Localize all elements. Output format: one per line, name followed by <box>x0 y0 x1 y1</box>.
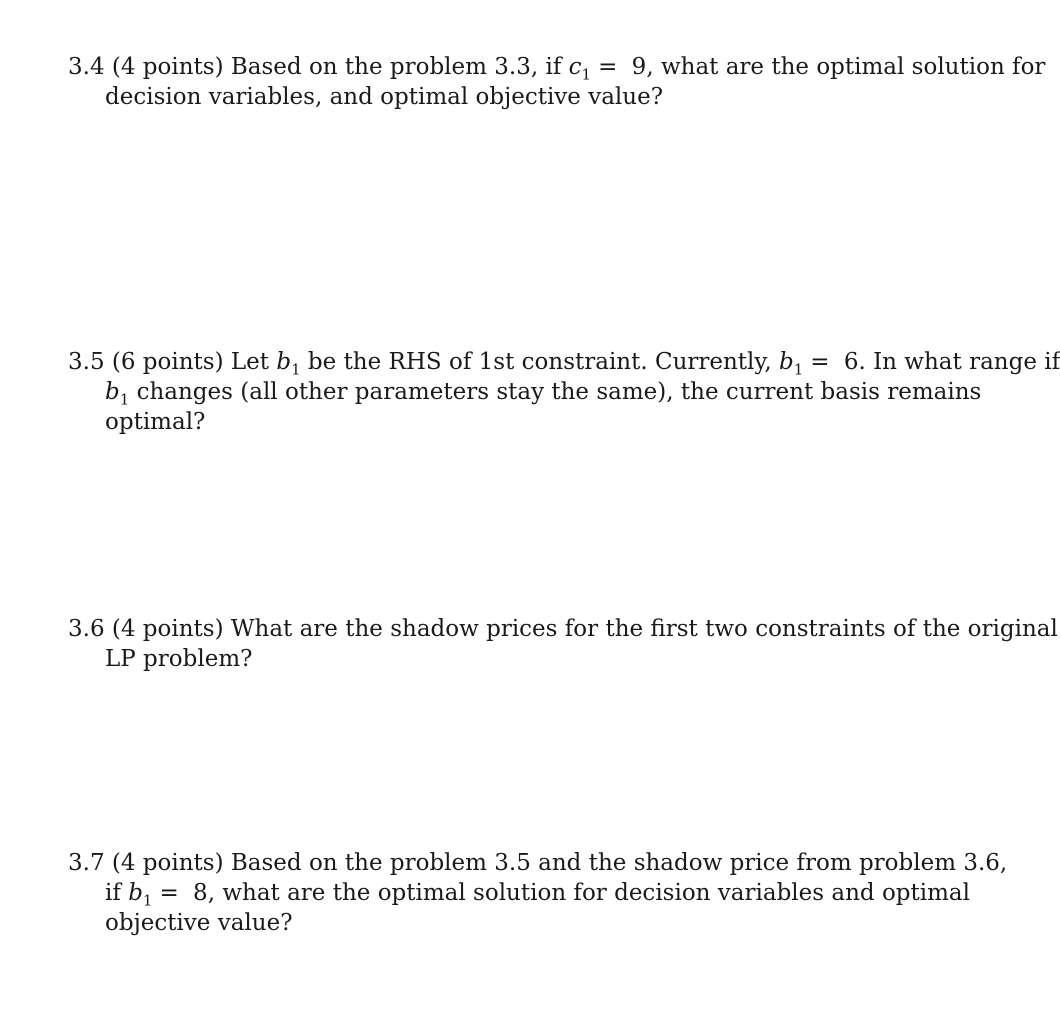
question-3-7-line-2: if $b_1 = 8$, what are the optimal solution for decision variables and optimal <box>105 880 970 910</box>
math-b1: $b_1$ <box>105 379 130 409</box>
question-3-6-line-2: LP problem? <box>105 646 253 672</box>
question-3-4-line-1: 3.4 (4 points) Based on the problem 3.3, if $c_1 = 9$, what are the optimal solution for <box>68 54 1046 84</box>
question-3-7 <box>68 848 1008 938</box>
question-3-4-line-2: decision variables, and optimal objective value? <box>105 84 664 110</box>
math-b1: $b_1$ <box>276 349 301 379</box>
question-3-5-line-2: $b_1$ changes (all other parameters stay the same), the current basis remains <box>105 379 982 409</box>
question-3-7-line-1: 3.7 (4 points) Based on the problem 3.5 and the shadow price from problem 3.6, <box>68 850 1008 876</box>
question-3-5-line-3: optimal? <box>105 409 206 435</box>
question-3-6-line-1: 3.6 (4 points) What are the shadow prices for the first two constraints of the original <box>68 616 1058 642</box>
question-3-4 <box>68 52 1046 112</box>
math-b1: $b_1$ <box>778 349 804 379</box>
math-c1: $c_1$ <box>568 54 592 84</box>
question-3-6 <box>68 614 1058 674</box>
question-3-5 <box>68 347 1060 437</box>
math-b1: $b_1$ <box>128 880 153 910</box>
question-3-5-line-1: 3.5 (6 points) Let $b_1$ be the RHS of 1st constraint. Currently, $b_1 = 6$. In what range if <box>68 349 1060 379</box>
question-3-7-line-3: objective value? <box>105 910 293 936</box>
